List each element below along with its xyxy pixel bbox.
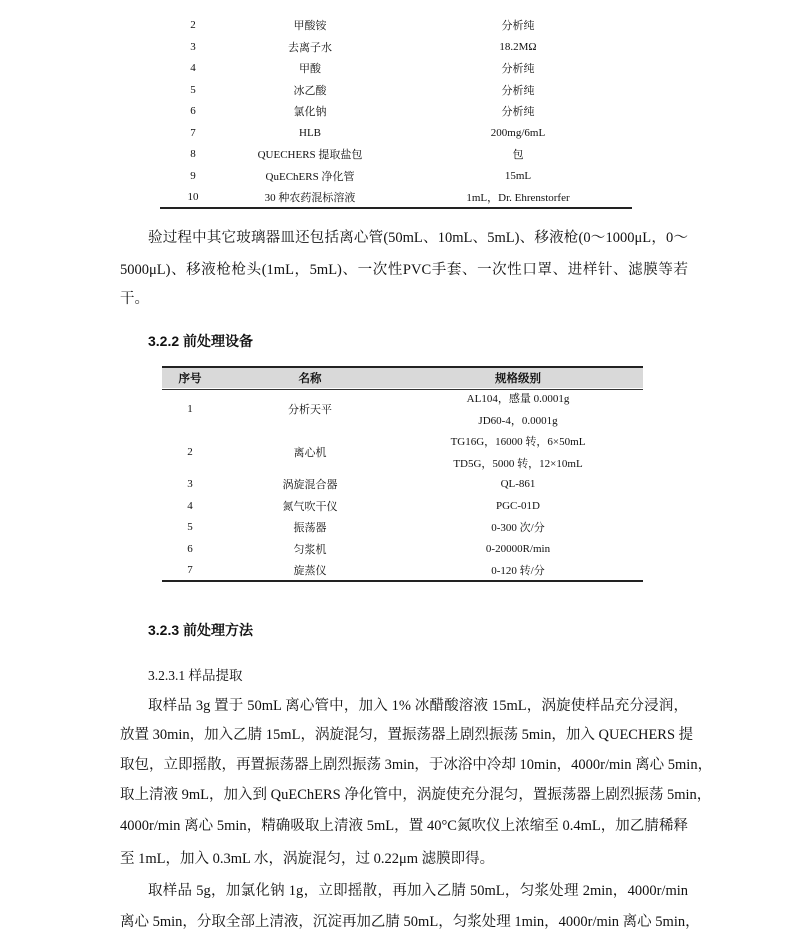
row-name: 离心机 [293, 446, 327, 459]
header-name: 名称 [298, 373, 322, 385]
row-spec: 1mL，Dr. Ehrenstorfer [466, 192, 570, 204]
row-number: 7 [187, 564, 193, 576]
row-number: 2 [190, 19, 196, 31]
row-name: QUECHERS 提取盐包 [257, 149, 363, 161]
row-number: 7 [190, 126, 196, 139]
row-spec: 0-300 次/分 [491, 522, 545, 534]
row-name: 旋蒸仪 [293, 565, 327, 577]
row-number: 6 [190, 105, 196, 117]
row-spec: QL-861 [500, 478, 536, 490]
header-rule [162, 389, 643, 390]
row-name: QuEChERS 净化管 [265, 170, 355, 183]
text-line: 取上清液 9mL，加入到 QuEChERS 净化管中，涡旋使充分混匀，置振荡器上剧烈振荡 5min， [120, 787, 712, 803]
text-line: 取样品 3g 置于 50mL 离心管中，加入 1% 冰醋酸溶液 15mL，涡旋使样品充分浸润， [148, 698, 688, 714]
table-header-band [162, 368, 643, 388]
row-name: 去离子水 [288, 41, 332, 54]
row-number: 4 [187, 499, 193, 512]
row-name: 30 种农药混标溶液 [264, 192, 356, 204]
text-line: 取包，立即摇散，再置振荡器上剧烈振荡 3min，于冰浴中冷却 10min，4000r/min 离心 5min， [120, 757, 713, 773]
header-spec: 规格级别 [495, 373, 541, 385]
row-name: 匀浆机 [293, 543, 327, 556]
row-name: 涡旋混合器 [282, 479, 338, 491]
section-heading-3-2-2: 3.2.2 前处理设备 [148, 333, 254, 349]
row-number: 4 [190, 62, 196, 74]
row-spec: 15mL [504, 169, 532, 182]
row-number: 3 [187, 478, 193, 490]
row-name: 氯化钠 [293, 106, 327, 118]
text-line: 至 1mL，加入 0.3mL 水，涡旋混匀，过 0.22μm 滤膜即得。 [120, 851, 495, 867]
row-name: 甲酸 [299, 63, 321, 75]
row-name: 分析天平 [288, 403, 332, 416]
row-number: 1 [187, 402, 193, 415]
row-spec: PGC-01D [495, 499, 541, 512]
row-name: 冰乙酸 [293, 84, 327, 97]
row-name: 振荡器 [293, 522, 327, 534]
row-name: 甲酸铵 [293, 20, 327, 32]
row-number: 3 [190, 40, 196, 53]
section-heading-3-2-3: 3.2.3 前处理方法 [148, 622, 254, 638]
row-spec: 0-20000R/min [485, 542, 551, 555]
row-spec: 分析纯 [501, 20, 535, 32]
row-number: 8 [190, 148, 196, 160]
row-spec: AL104，感量 0.0001g [466, 393, 570, 405]
row-number: 9 [190, 169, 196, 182]
row-spec: 18.2MΩ [499, 40, 537, 53]
row-spec: TD5G，5000 转，12×10mL [453, 457, 583, 470]
text-line: 取样品 5g，加氯化钠 1g，立即摇散，再加入乙腈 50mL，匀浆处理 2min，4000r/min [148, 883, 688, 899]
text-line: 验过程中其它玻璃器皿还包括离心管(50mL、10mL、5mL)、移液枪(0～1000μL，0～ [148, 230, 688, 246]
row-number: 6 [187, 542, 193, 555]
text-line: 4000r/min 离心 5min，精确吸取上清液 5mL，置 40°C氮吹仪上浓缩至 0.4mL，加乙腈稀释 [120, 818, 688, 834]
row-name: 氮气吹干仪 [282, 500, 338, 513]
table-bottom-rule [160, 207, 632, 209]
text-line: 干。 [120, 291, 149, 307]
row-spec: 包 [512, 149, 524, 161]
row-spec: 分析纯 [501, 106, 535, 118]
row-spec: TG16G，16000 转，6×50mL [450, 436, 586, 448]
row-spec: JD60-4，0.0001g [478, 414, 558, 427]
row-number: 5 [187, 521, 193, 533]
table-bottom-rule [162, 580, 643, 582]
row-spec: 200mg/6mL [490, 126, 546, 139]
row-number: 10 [187, 191, 199, 203]
header-no: 序号 [178, 373, 202, 385]
row-spec: 分析纯 [501, 63, 535, 75]
row-number: 2 [187, 445, 193, 458]
row-spec: 分析纯 [501, 84, 535, 97]
row-spec: 0-120 转/分 [491, 565, 545, 577]
section-heading-3-2-3-1: 3.2.3.1 样品提取 [148, 668, 243, 683]
text-line: 放置 30min，加入乙腈 15mL，涡旋混匀，置振荡器上剧烈振荡 5min，加入 QUECHERS 提 [120, 727, 694, 743]
row-name: HLB [299, 126, 321, 139]
text-line: 5000μL)、移液枪枪头(1mL，5mL)、一次性PVC手套、一次性口罩、进样针、滤膜等若 [120, 262, 688, 278]
row-number: 5 [190, 83, 196, 96]
text-line: 离心 5min，分取全部上清液，沉淀再加乙腈 50mL，匀浆处理 1min，4000r/min 离心 5min， [120, 914, 700, 930]
